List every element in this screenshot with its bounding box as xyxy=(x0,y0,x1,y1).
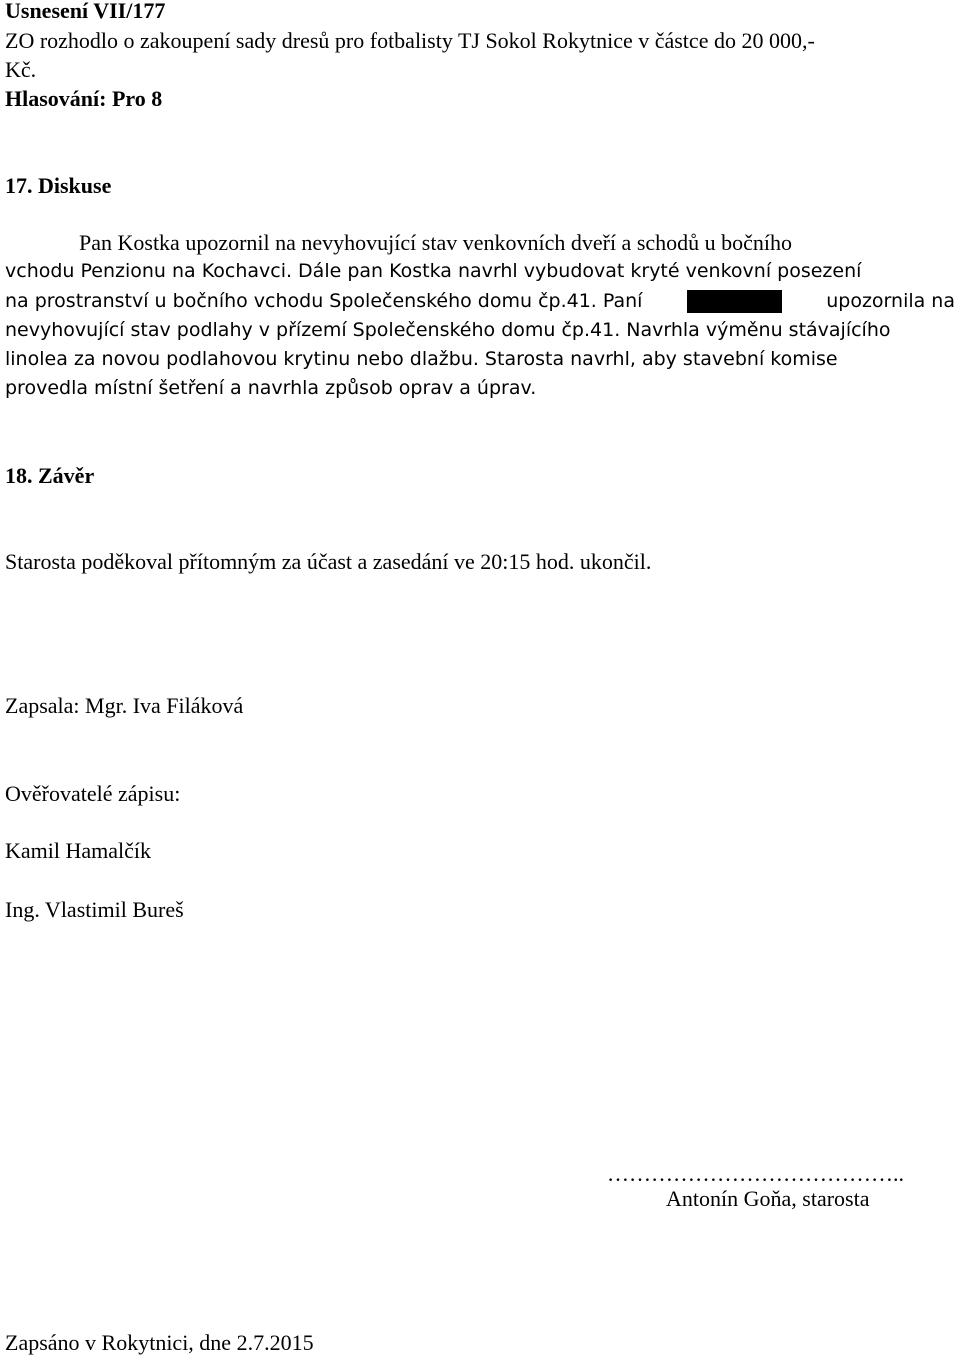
resolution-text-line1: ZO rozhodlo o zakoupení sady dresů pro fotbalisty TJ Sokol Rokytnice v částce do 20 000,- xyxy=(5,28,815,53)
resolution-vote: Hlasování: Pro 8 xyxy=(5,86,163,111)
section17-line4: nevyhovující stav podlahy v přízemí Společenského domu čp.41. Navrhla výměnu stávajícího xyxy=(5,319,891,341)
signature-name: Antonín Goňa, starosta xyxy=(666,1186,870,1211)
resolution-text-line2: Kč. xyxy=(5,57,37,82)
resolution-heading: Usnesení VII/177 xyxy=(5,0,166,23)
section17-line1: Pan Kostka upozornil na nevyhovující stav venkovních dveří a schodů u bočního xyxy=(79,230,793,255)
section17-line3-end: upozornila na xyxy=(826,290,955,312)
section17-line3-start: na prostranství u bočního vchodu Společenského domu čp.41. Paní xyxy=(5,290,643,312)
recorder: Zapsala: Mgr. Iva Filáková xyxy=(5,693,244,718)
section17-line6: provedla místní šetření a navrhla způsob oprav a úprav. xyxy=(5,377,537,399)
section17-line5: linolea za novou podlahovou krytinu nebo dlažbu. Starosta navrhl, aby stavební komise xyxy=(5,348,838,370)
verifier-1: Kamil Hamalčík xyxy=(5,838,152,863)
redacted-name xyxy=(687,290,782,313)
section18-heading: 18. Závěr xyxy=(5,463,95,488)
section17-line2: vchodu Penzionu na Kochavci. Dále pan Kostka navrhl vybudovat kryté venkovní posezení xyxy=(5,260,862,282)
section17-line3 xyxy=(5,290,955,313)
signature-line: ………………………………….. xyxy=(607,1161,904,1186)
verifier-2: Ing. Vlastimil Bureš xyxy=(5,897,184,922)
verifiers-label: Ověřovatelé zápisu: xyxy=(5,781,181,806)
section17-heading: 17. Diskuse xyxy=(5,173,112,198)
section18-text: Starosta poděkoval přítomným za účast a zasedání ve 20:15 hod. ukončil. xyxy=(5,549,652,574)
place-date: Zapsáno v Rokytnici, dne 2.7.2015 xyxy=(5,1330,314,1355)
